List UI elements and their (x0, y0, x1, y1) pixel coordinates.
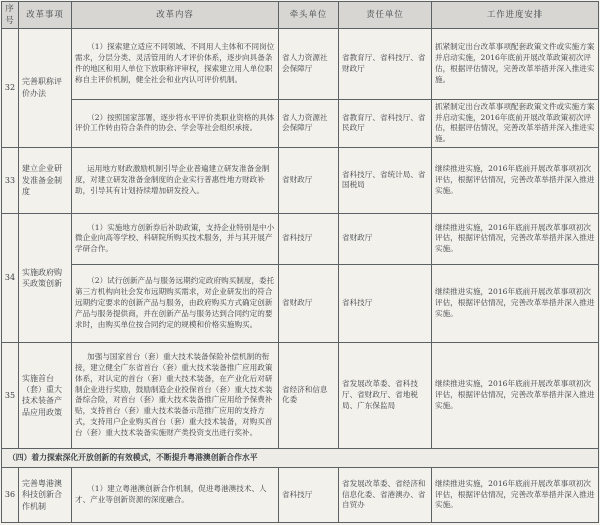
table-row (2, 342, 599, 448)
reform-content: （1）探索建立适应不同领域、不同用人主体和不同岗位需求，分层分类、灵活管用的人才评价体系，逐步向具备条件的地区和用人单位下放职称评审权，探索建立用人单位职称自主评价机制，健全社会和业内认可评价机制。 (72, 28, 279, 99)
row-number: 34 (2, 213, 19, 342)
reform-content: （2）按照国家部署，逐步将水平评价类职业资格的具体评价工作转由符合条件的协会、学会等社会组织承接。 (72, 99, 279, 147)
table-row (2, 147, 599, 213)
lead-unit: 省人力资源社会保障厅 (279, 99, 339, 147)
progress-plan: 继续推进实施，2016年底前开展改革事项初次评估，根据评估情况，完善改革举措并深入推进实施。 (432, 147, 599, 213)
progress-plan: 继续推进实施，2016年底前开展改革事项初次评估，根据评估情况，完善改革举措并深入推进实施。 (432, 342, 599, 448)
header-resp: 责任单位 (339, 2, 432, 29)
progress-plan: 抓紧制定出台改革事项配套政策文件或实施方案并启动实施，2016年底前开展改革政策初次评估，根据评估情况，完善改革举措并深入推进实施。 (432, 99, 599, 147)
table-row (2, 99, 599, 147)
table-row (2, 467, 599, 522)
reform-table (1, 1, 599, 523)
responsible-unit: 省教育厅、省科技厅、省民政厅 (339, 99, 432, 147)
row-number: 36 (2, 467, 19, 522)
reform-content: （1）建立粤港澳创新合作机制，促进粤港澳技术、人才、产业等创新资源的深度融合。 (72, 467, 279, 522)
reform-content: （1）实施地方创新券后补助政策，支持企业特别是中小微企业向高等学校、科研院所购买技术服务，并与其开展产学研合作。 (72, 213, 279, 264)
responsible-unit: 省发展改革委、省经济和信息化委、省港澳办、省自贸办 (339, 467, 432, 522)
reform-content: 运用地方财政激励机制引导企业普遍建立研发准备金制度，对建立研发准备金制度的企业实行普惠性地方财政补助，引导其有计划持续增加研发投入。 (72, 147, 279, 213)
header-no: 序号 (2, 2, 19, 29)
lead-unit: 省科技厅 (279, 213, 339, 264)
header-progress: 工作进度安排 (432, 2, 599, 29)
responsible-unit: 省科技厅、省统计局、省国税局 (339, 147, 432, 213)
header-item: 改革事项 (19, 2, 72, 29)
responsible-unit: 省科技厅 (339, 264, 432, 342)
responsible-unit: 省发展改革委、省科技厅、省财政厅、省地税局、广东保监局 (339, 342, 432, 448)
reform-item: 实施首台（套）重大技术装备产品应用政策 (19, 342, 72, 448)
header-row (2, 2, 599, 29)
reform-item: 完善职称评价办法 (19, 28, 72, 147)
table-row (2, 213, 599, 264)
responsible-unit: 省财政厅 (339, 213, 432, 264)
table-row (2, 28, 599, 99)
section-row (2, 448, 599, 467)
reform-item: 完善粤港澳科技创新合作机制 (19, 467, 72, 522)
progress-plan: 继续推进实施，2016年底前开展改革事项初次评估，根据评估情况，完善改革举措并深入推进实施。 (432, 213, 599, 264)
row-number: 32 (2, 28, 19, 147)
section-title: （四）着力探索深化开放创新的有效模式，不断提升粤港澳创新合作水平 (2, 448, 599, 467)
row-number: 33 (2, 147, 19, 213)
row-number: 35 (2, 342, 19, 448)
progress-plan: 抓紧制定出台改革事项配套政策文件或实施方案并启动实施，2016年底前开展改革政策初次评估，根据评估情况，完善改革举措并深入推进实施。 (432, 28, 599, 99)
lead-unit: 省人力资源社会保障厅 (279, 28, 339, 99)
lead-unit: 省经济和信息化委 (279, 342, 339, 448)
header-content: 改革内容 (72, 2, 279, 29)
reform-item: 建立企业研发准备金制度 (19, 147, 72, 213)
reform-content: （2）试行创新产品与服务远期约定政府购买制度，委托第三方机构向社会发布远期购买需求，对企业研发出的符合远期约定要求的创新产品与服务，由政府购买方式确定创新产品与服务提供商，并在创新产品与服务达到合同约定的要求时，由购买单位按合同约定的规模和价格实施购买。 (72, 264, 279, 342)
lead-unit: 省财政厅 (279, 147, 339, 213)
progress-plan: 继续推进实施，2016年底前开展改革事项初次评估，根据评估情况，完善改革举措并深入推进实施。 (432, 264, 599, 342)
table-row (2, 264, 599, 342)
reform-content: 加强与国家首台（套）重大技术装备保险补偿机制的衔接，建立健全广东省首台（套）重大技术装备推广应用政策体系，对认定的首台（套）重大技术装备，在产业化后对研制企业进行奖励，鼓励制造企业投保首台（套）重大技术装备综合险，对首台（套）重大技术装备推广应用给予保费补贴，支持首台（套）重大技术装备示范推广应用的支持方式，支持用户企业购买首台（套）重大技术装备，对购买首台（套）重大技术装备实施财产类投资支出进行奖补。 (72, 342, 279, 448)
lead-unit: 省科技厅 (279, 467, 339, 522)
responsible-unit: 省教育厅、省科技厅、省财政厅 (339, 28, 432, 99)
lead-unit: 省财政厅 (279, 264, 339, 342)
progress-plan: 继续推进实施，2016年底前开展改革事项初次评估，根据评估情况，完善改革举措并深入推进实施。 (432, 467, 599, 522)
reform-item: 实施政府购买政策创新 (19, 213, 72, 342)
header-lead: 牵头单位 (279, 2, 339, 29)
